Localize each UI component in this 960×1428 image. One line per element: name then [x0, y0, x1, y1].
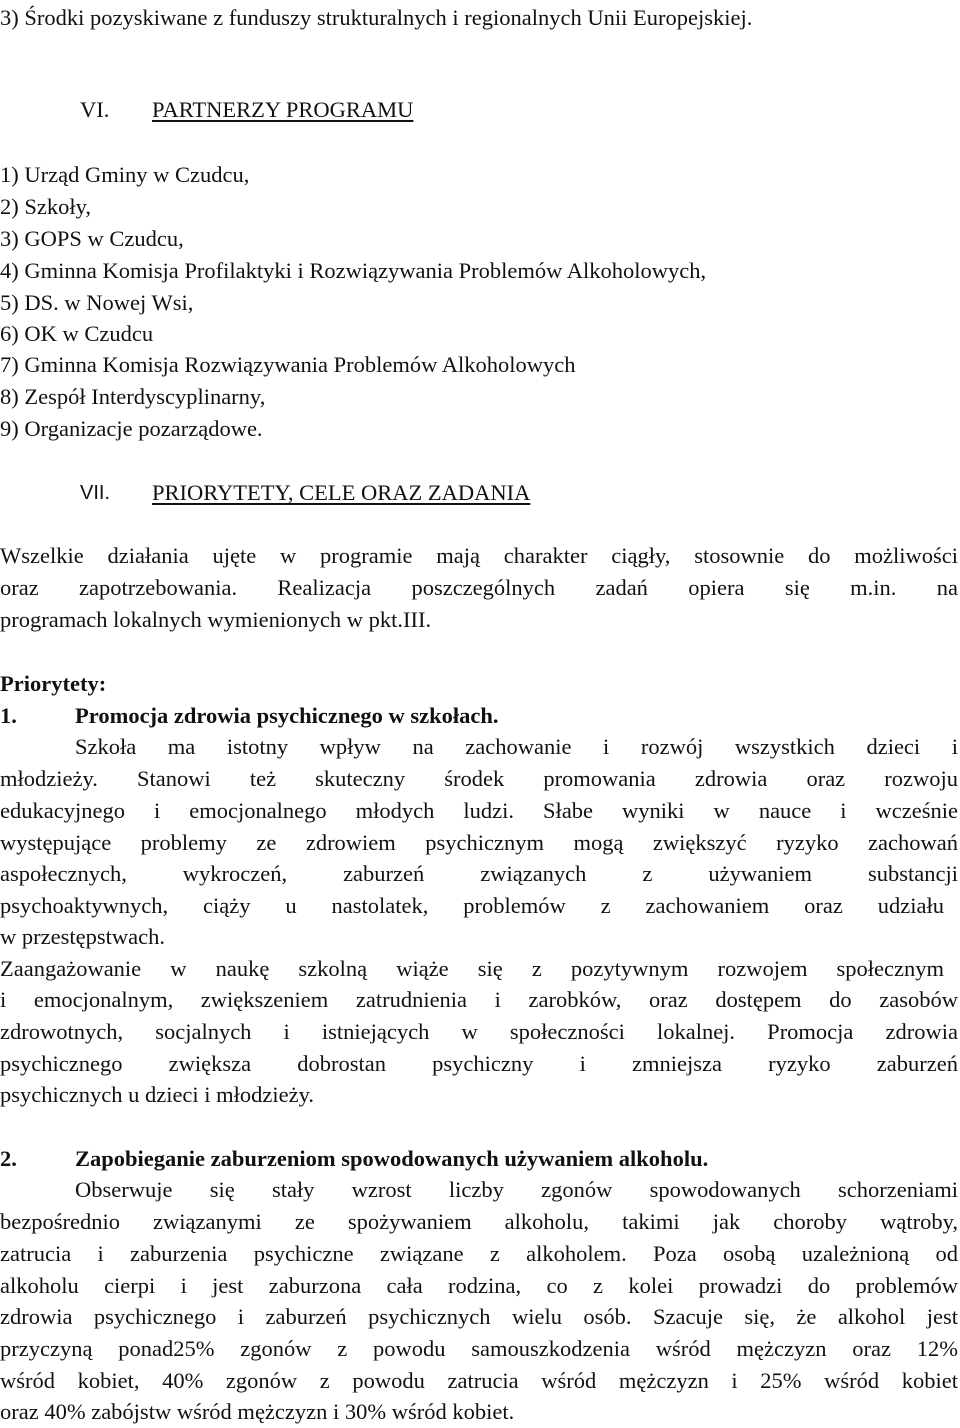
paragraph-line: Obserwuje się stały wzrost liczby zgonów spowodowanych schorzeniami: [75, 1177, 958, 1202]
paragraph-line: zdrowia psychicznego i zaburzeń psychicznych wielu osób. Szacuje się, że alkohol jest: [0, 1304, 958, 1329]
paragraph-line: Szkoła ma istotny wpływ na zachowanie i rozwój wszystkich dzieci i: [75, 734, 958, 759]
paragraph-line: przyczyną ponad25% zgonów z powodu samouszkodzenia wśród mężczyzn oraz 12%: [0, 1336, 958, 1361]
paragraph-line: zdrowotnych, socjalnych i istniejących w społeczności lokalnej. Promocja zdrowia: [0, 1019, 958, 1044]
priority-1-title: Promocja zdrowia psychicznego w szkołach.: [75, 703, 499, 728]
priority-1-number: 1.: [0, 703, 17, 728]
section-7-number: VII.: [80, 482, 111, 504]
list-item: 7) Gminna Komisja Rozwiązywania Problemów Alkoholowych: [0, 352, 576, 377]
paragraph-line: w przestępstwach.: [0, 924, 165, 949]
paragraph-line: Wszelkie działania ujęte w programie mają charakter ciągły, stosownie do możliwości: [0, 543, 958, 568]
paragraph-line: psychoaktywnych, ciąży u nastolatek, problemów z zachowaniem oraz udziału: [0, 893, 944, 918]
priority-2-title: Zapobieganie zaburzeniom spowodowanych używaniem alkoholu.: [75, 1146, 709, 1171]
list-item: 3) GOPS w Czudcu,: [0, 226, 184, 251]
list-item: 4) Gminna Komisja Profilaktyki i Rozwiązywania Problemów Alkoholowych,: [0, 258, 707, 283]
list-item: 8) Zespół Interdyscyplinarny,: [0, 384, 266, 409]
section-6-title: PARTNERZY PROGRAMU: [152, 97, 414, 122]
paragraph-line: występujące problemy ze zdrowiem psychicznym mogą zwiększyć ryzyko zachowań: [0, 830, 958, 855]
paragraph-line: Zaangażowanie w naukę szkolną wiąże się z pozytywnym rozwojem społecznym: [0, 956, 944, 981]
list-item: 9) Organizacje pozarządowe.: [0, 416, 263, 441]
list-item: 1) Urząd Gminy w Czudcu,: [0, 162, 250, 187]
paragraph-line: bezpośrednio związanymi ze spożywaniem alkoholu, takimi jak choroby wątroby,: [0, 1209, 958, 1234]
paragraph-line: zatrucia i zaburzenia psychiczne związane z alkoholem. Poza osobą uzależnioną od: [0, 1241, 958, 1266]
paragraph-line: wśród kobiet, 40% zgonów z powodu zatrucia wśród mężczyzn i 25% wśród kobiet: [0, 1368, 958, 1393]
list-item: 6) OK w Czudcu: [0, 321, 154, 346]
paragraph-line: psychicznego zwiększa dobrostan psychiczny i zmniejsza ryzyko zaburzeń: [0, 1051, 958, 1076]
paragraph-line: oraz 40% zabójstw wśród mężczyzn i 30% wśród kobiet.: [0, 1399, 515, 1424]
list-item: 5) DS. w Nowej Wsi,: [0, 290, 194, 315]
paragraph-line: programach lokalnych wymienionych w pkt.III.: [0, 607, 432, 632]
priority-2-number: 2.: [0, 1146, 17, 1171]
paragraph-line: alkoholu cierpi i jest zaburzona cała rodzina, co z kolei prowadzi do problemów: [0, 1273, 958, 1298]
section-7-title: PRIORYTETY, CELE ORAZ ZADANIA: [152, 480, 531, 505]
intro-line: 3) Środki pozyskiwane z funduszy strukturalnych i regionalnych Unii Europejskiej.: [0, 5, 753, 30]
paragraph-line: edukacyjnego i emocjonalnego młodych ludzi. Słabe wyniki w nauce i wcześnie: [0, 798, 958, 823]
list-item: 2) Szkoły,: [0, 194, 92, 219]
paragraph-line: i emocjonalnym, zwiększeniem zatrudnienia i zarobków, oraz dostępem do zasobów: [0, 987, 958, 1012]
section-6-number: VI.: [80, 97, 110, 122]
priorities-label: Priorytety:: [0, 671, 107, 696]
paragraph-line: psychicznych u dzieci i młodzieży.: [0, 1082, 315, 1107]
paragraph-line: aspołecznych, wykroczeń, zaburzeń związanych z używaniem substancji: [0, 861, 958, 886]
paragraph-line: oraz zapotrzebowania. Realizacja poszczególnych zadań opiera się m.in. na: [0, 575, 958, 600]
paragraph-line: młodzieży. Stanowi też skuteczny środek promowania zdrowia oraz rozwoju: [0, 766, 958, 791]
